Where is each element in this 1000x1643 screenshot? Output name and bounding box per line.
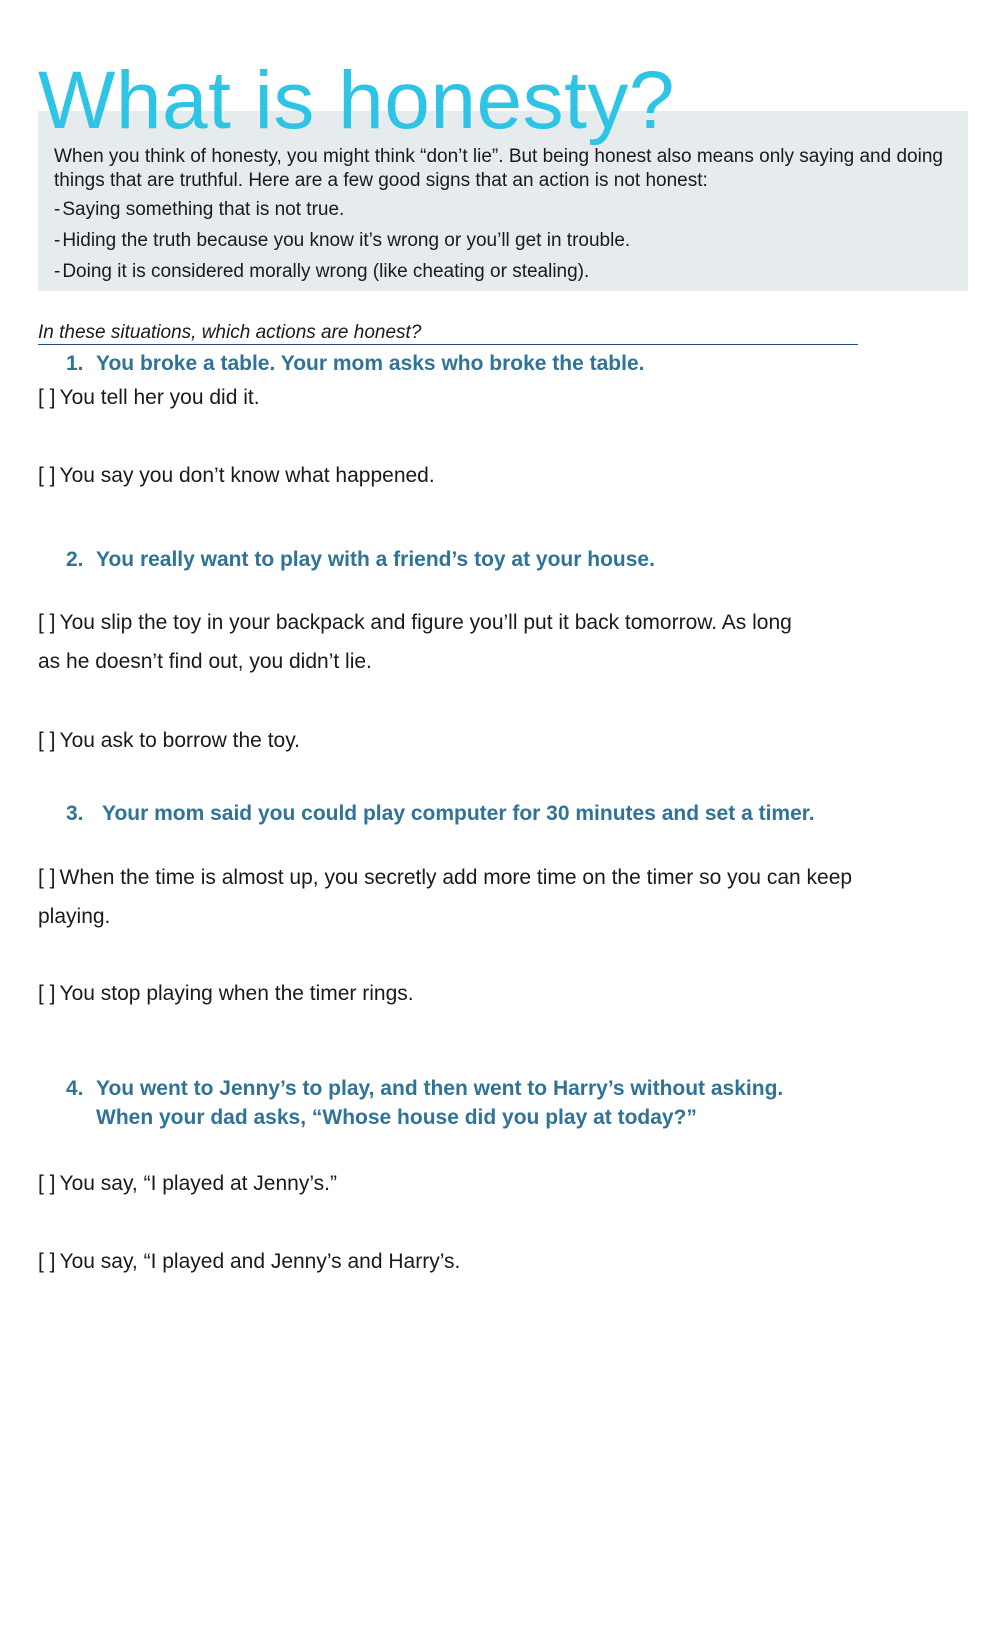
question-number: 3.	[66, 802, 84, 825]
sign-text: Doing it is considered morally wrong (like cheating or stealing).	[62, 261, 590, 282]
checkbox[interactable]: [ ]	[38, 386, 56, 409]
bullet-dash: -	[54, 261, 61, 282]
list-item	[54, 260, 630, 291]
checkbox[interactable]: [ ]	[38, 866, 56, 889]
question-text: You went to Jenny’s to play, and then went to Harry’s without asking. When your dad asks, “Whose house did you play at today?”	[96, 1077, 784, 1129]
instructions-prompt: In these situations, which actions are honest?	[38, 322, 858, 345]
checkbox[interactable]: [ ]	[38, 729, 56, 752]
option-text: You stop playing when the timer rings.	[59, 982, 414, 1005]
question-2	[66, 545, 655, 574]
question-text: You really want to play with a friend’s toy at your house.	[96, 548, 655, 571]
option-text: When the time is almost up, you secretly add more time on the timer so you can keep playing.	[38, 866, 853, 928]
question-text: You broke a table. Your mom asks who broke the table.	[96, 352, 645, 375]
checkbox[interactable]: [ ]	[38, 1250, 56, 1273]
sign-text: Hiding the truth because you know it’s wrong or you’ll get in trouble.	[62, 230, 631, 251]
option-text: You say you don’t know what happened.	[59, 464, 435, 487]
question-3	[66, 799, 815, 828]
bullet-dash: -	[54, 230, 61, 251]
answer-option-2b[interactable]	[38, 721, 938, 760]
answer-option-3b[interactable]	[38, 974, 938, 1013]
option-text: You ask to borrow the toy.	[59, 729, 300, 752]
answer-option-4a[interactable]	[38, 1164, 938, 1203]
checkbox[interactable]: [ ]	[38, 982, 56, 1005]
question-number: 1.	[66, 352, 84, 375]
option-text: You say, “I played and Jenny’s and Harry’s.	[59, 1250, 461, 1273]
checkbox[interactable]: [ ]	[38, 1172, 56, 1195]
option-text: You slip the toy in your backpack and figure you’ll put it back tomorrow. As long as he doesn’t find out, you didn’t lie.	[38, 611, 792, 673]
answer-option-1a[interactable]	[38, 378, 938, 417]
list-item	[54, 229, 630, 260]
sign-text: Saying something that is not true.	[62, 199, 345, 220]
question-number: 2.	[66, 548, 84, 571]
checkbox[interactable]: [ ]	[38, 464, 56, 487]
answer-option-2a[interactable]	[38, 603, 818, 681]
page-title: What is honesty?	[38, 55, 675, 146]
checkbox[interactable]: [ ]	[38, 611, 56, 634]
question-text: Your mom said you could play computer for 30 minutes and set a timer.	[102, 802, 815, 825]
option-text: You say, “I played at Jenny’s.”	[59, 1172, 337, 1195]
honesty-signs-list	[54, 198, 630, 291]
option-text: You tell her you did it.	[59, 386, 260, 409]
list-item	[54, 198, 630, 229]
answer-option-4b[interactable]	[38, 1242, 938, 1281]
question-1	[66, 349, 644, 378]
question-number: 4.	[66, 1077, 84, 1100]
answer-option-1b[interactable]	[38, 456, 938, 495]
bullet-dash: -	[54, 199, 61, 220]
answer-option-3a[interactable]	[38, 858, 928, 936]
question-4	[66, 1074, 826, 1132]
intro-paragraph: When you think of honesty, you might think “don’t lie”. But being honest also means only saying and doing things that are truthful. Here are a few good signs that an action is not honest:	[54, 146, 943, 191]
